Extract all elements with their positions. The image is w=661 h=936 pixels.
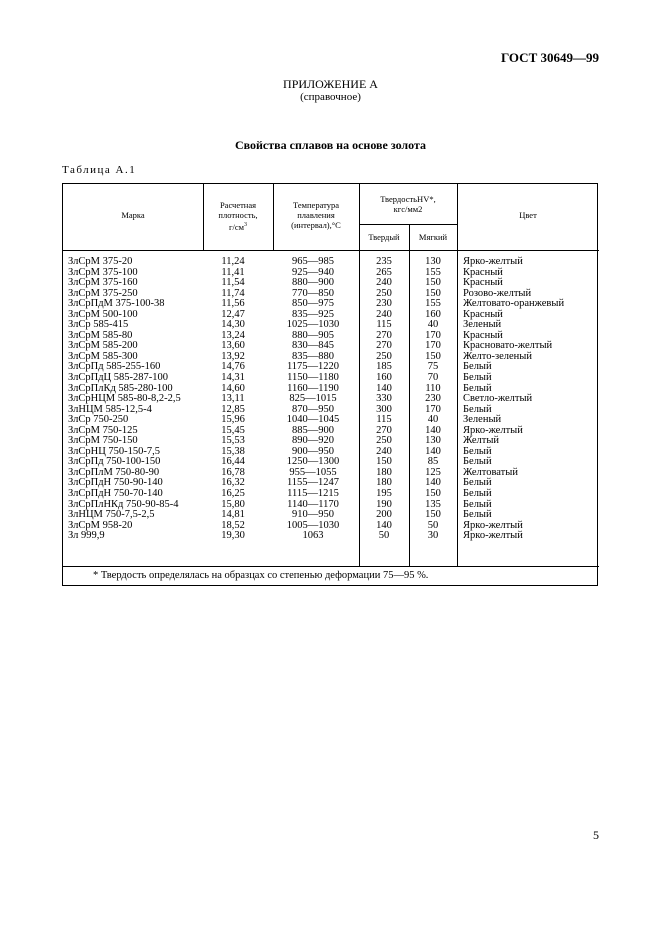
header-subdivider: [359, 224, 457, 225]
table-footnote: * Твердость определялась на образцах со степенью деформации 75—95 %.: [93, 570, 429, 581]
cell-color: Ярко-желтый: [463, 424, 523, 436]
cell-mark: ЗлСрПдЦ 585-287-100: [68, 372, 168, 384]
header-hard: Твердый: [368, 232, 400, 242]
cell-density: 12,85: [221, 403, 245, 415]
cell-hardness-soft: 150: [425, 488, 441, 500]
table-row: [63, 257, 599, 268]
cell-mark: ЗлНЦМ 585-12,5-4: [68, 403, 152, 415]
cell-hardness-hard: 115: [376, 414, 392, 426]
cell-hardness-hard: 270: [376, 329, 392, 341]
cell-density: 16,78: [221, 466, 245, 478]
cell-color: Красный: [463, 277, 503, 289]
cell-hardness-hard: 180: [376, 477, 392, 489]
cell-hardness-hard: 190: [376, 498, 392, 510]
cell-hardness-soft: 40: [427, 414, 439, 426]
cell-temperature: 850—975: [292, 298, 334, 310]
cell-density: 13,24: [221, 329, 245, 341]
cell-hardness-soft: 170: [425, 329, 441, 341]
header-bottom-line: [63, 250, 599, 251]
cell-temperature: 870—950: [292, 403, 334, 415]
header-temperature-line: (интервал),°С: [291, 220, 341, 230]
cell-mark: ЗлСрНЦ 750-150-7,5: [68, 445, 161, 457]
cell-hardness-soft: 125: [425, 466, 441, 478]
cell-mark: ЗлСр 750-250: [68, 414, 129, 426]
table-row: [63, 531, 599, 542]
cell-mark: ЗлСрМ 750-125: [68, 424, 138, 436]
cell-temperature: 1155—1247: [286, 477, 340, 489]
cell-density: 15,53: [221, 435, 245, 447]
cell-hardness-soft: 85: [427, 456, 439, 468]
cell-density: 11,41: [221, 266, 245, 278]
cell-hardness-soft: 30: [427, 530, 439, 542]
header-density-unit: $г/см^3$: [229, 221, 247, 232]
cell-color: Ярко-желтый: [463, 256, 523, 267]
cell-hardness-hard: 180: [376, 466, 392, 478]
cell-hardness-hard: 50: [378, 530, 390, 542]
cell-mark: ЗлСрМ 375-100: [68, 266, 138, 278]
header-temperature-line: Температура: [292, 200, 340, 210]
cell-density: 15,80: [221, 498, 245, 510]
cell-hardness-soft: 150: [425, 277, 441, 289]
cell-hardness-hard: 140: [376, 382, 392, 394]
cell-hardness-soft: 75: [427, 361, 439, 373]
cell-hardness-hard: 240: [376, 308, 392, 320]
cell-hardness-hard: 150: [376, 456, 392, 468]
cell-hardness-soft: 130: [425, 256, 441, 267]
header-mark: Марка: [121, 210, 145, 220]
cell-hardness-hard: 250: [376, 435, 392, 447]
cell-density: 15,45: [221, 424, 245, 436]
cell-mark: ЗлСрПлМ 750-80-90: [68, 466, 160, 478]
cell-hardness-hard: 250: [376, 287, 392, 299]
cell-temperature: 1005—1030: [286, 519, 340, 531]
cell-color: Белый: [463, 498, 492, 510]
cell-mark: ЗлСрПлКд 585-280-100: [68, 382, 173, 394]
cell-color: Желтый: [463, 435, 500, 447]
cell-color: Белый: [463, 488, 492, 500]
cell-density: 16,25: [221, 488, 245, 500]
cell-hardness-hard: 265: [376, 266, 392, 278]
appendix-title: ПРИЛОЖЕНИЕ А: [283, 77, 378, 91]
header-hardness-line: кгс/мм2: [393, 204, 423, 214]
table-row: [63, 489, 599, 500]
cell-color: Зеленый: [463, 319, 502, 331]
cell-color: Ярко-желтый: [463, 519, 523, 531]
table-body: [63, 257, 599, 542]
cell-temperature: 1175—1220: [286, 361, 340, 373]
cell-hardness-soft: 135: [425, 498, 441, 510]
cell-density: 14,30: [221, 319, 245, 331]
cell-density: 14,81: [221, 509, 245, 521]
cell-mark: ЗлСрПдН 750-70-140: [68, 488, 163, 500]
cell-density: 13,11: [221, 393, 245, 405]
cell-color: Белый: [463, 456, 492, 468]
cell-color: Белый: [463, 361, 492, 373]
cell-temperature: 1063: [302, 530, 324, 542]
cell-color: Белый: [463, 382, 492, 394]
cell-density: 11,56: [221, 298, 245, 310]
cell-color: Красный: [463, 308, 503, 320]
cell-color: Белый: [463, 477, 492, 489]
cell-hardness-hard: 230: [376, 298, 392, 310]
cell-color: Розово-желтый: [463, 287, 532, 299]
cell-mark: ЗлСрПдН 750-90-140: [68, 477, 163, 489]
cell-mark: ЗлСрМ 585-200: [68, 340, 138, 352]
cell-density: 11,54: [221, 277, 245, 289]
cell-hardness-hard: 115: [376, 319, 392, 331]
cell-temperature: 835—880: [292, 350, 334, 362]
cell-temperature: 925—940: [292, 266, 334, 278]
cell-density: 16,32: [221, 477, 245, 489]
cell-density: 14,76: [221, 361, 245, 373]
cell-temperature: 770—850: [292, 287, 334, 299]
cell-temperature: 900—950: [292, 445, 334, 457]
header-color: Цвет: [519, 210, 537, 220]
cell-hardness-hard: 330: [376, 393, 392, 405]
cell-hardness-soft: 150: [425, 350, 441, 362]
cell-mark: ЗлНЦМ 750-7,5-2,5: [68, 509, 155, 521]
cell-density: 14,31: [221, 372, 245, 384]
cell-mark: ЗлСрМ 375-250: [68, 287, 138, 299]
cell-temperature: 1040—1045: [286, 414, 340, 426]
cell-temperature: 1250—1300: [286, 456, 340, 468]
cell-color: Желтоватый: [463, 466, 518, 478]
cell-hardness-soft: 110: [425, 382, 441, 394]
cell-temperature: 830—845: [292, 340, 334, 352]
header-temperature: [273, 200, 359, 230]
cell-temperature: 910—950: [292, 509, 334, 521]
cell-temperature: 880—905: [292, 329, 334, 341]
header-hardness: [359, 194, 457, 214]
cell-hardness-soft: 140: [425, 477, 441, 489]
cell-color: Красный: [463, 266, 503, 278]
cell-mark: ЗлСрМ 375-160: [68, 277, 138, 289]
cell-mark: ЗлСрПдМ 375-100-38: [68, 298, 165, 310]
cell-hardness-hard: 240: [376, 277, 392, 289]
cell-density: 14,60: [221, 382, 245, 394]
cell-density: 13,60: [221, 340, 245, 352]
cell-density: 18,52: [221, 519, 245, 531]
cell-mark: ЗлСрПлНКд 750-90-85-4: [68, 498, 179, 510]
cell-temperature: 955—1055: [289, 466, 337, 478]
cell-mark: ЗлСрПд 585-255-160: [68, 361, 161, 373]
cell-color: Белый: [463, 509, 492, 521]
cell-color: Белый: [463, 403, 492, 415]
footnote-separator: [63, 566, 599, 567]
cell-hardness-soft: 155: [425, 266, 441, 278]
cell-mark: ЗлСрМ 375-20: [68, 256, 133, 267]
cell-hardness-hard: 185: [376, 361, 392, 373]
cell-mark: ЗлСр 585-415: [68, 319, 129, 331]
cell-temperature: 965—985: [292, 256, 334, 267]
cell-density: 12,47: [221, 308, 245, 320]
table-row: [63, 373, 599, 384]
cell-density: 15,38: [221, 445, 245, 457]
cell-hardness-soft: 150: [425, 287, 441, 299]
cell-hardness-hard: 300: [376, 403, 392, 415]
cell-mark: ЗлСрМ 585-300: [68, 350, 138, 362]
cell-hardness-hard: 270: [376, 424, 392, 436]
cell-temperature: 1150—1180: [287, 372, 339, 384]
cell-mark: ЗлСрМ 585-80: [68, 329, 133, 341]
cell-hardness-soft: 150: [425, 509, 441, 521]
cell-hardness-hard: 235: [376, 256, 392, 267]
cell-color: Красный: [463, 329, 503, 341]
cell-color: Желто-зеленый: [463, 350, 532, 362]
cell-color: Светло-желтый: [463, 393, 533, 405]
cell-hardness-hard: 270: [376, 340, 392, 352]
cell-temperature: 1140—1170: [287, 498, 339, 510]
cell-mark: ЗлСрПд 750-100-150: [68, 456, 161, 468]
cell-hardness-hard: 160: [376, 372, 392, 384]
cell-temperature: 825—1015: [289, 393, 337, 405]
cell-hardness-soft: 170: [425, 403, 441, 415]
cell-density: 11,24: [221, 256, 245, 267]
header-density-line: Расчетная: [219, 200, 257, 210]
cell-color: Красновато-желтый: [463, 340, 553, 352]
cell-density: 15,96: [221, 414, 245, 426]
cell-temperature: 885—900: [292, 424, 334, 436]
cell-density: 13,92: [221, 350, 245, 362]
appendix-heading: [0, 78, 661, 104]
cell-hardness-soft: 160: [425, 308, 441, 320]
cell-density: 19,30: [221, 530, 245, 542]
cell-temperature: 1160—1190: [287, 382, 339, 394]
cell-temperature: 1115—1215: [287, 488, 339, 500]
cell-hardness-soft: 230: [425, 393, 441, 405]
cell-mark: Зл 999,9: [68, 530, 105, 542]
header-density-line: плотность,: [218, 210, 258, 220]
cell-temperature: 890—920: [292, 435, 334, 447]
cell-color: Желтовато-оранжевый: [463, 298, 565, 310]
cell-color: Ярко-желтый: [463, 530, 523, 542]
page-number: 5: [593, 828, 599, 842]
cell-hardness-soft: 140: [425, 445, 441, 457]
cell-hardness-soft: 40: [427, 319, 439, 331]
cell-hardness-hard: 195: [376, 488, 392, 500]
cell-color: Белый: [463, 372, 492, 384]
cell-hardness-hard: 240: [376, 445, 392, 457]
cell-density: 16,44: [221, 456, 245, 468]
alloy-properties-table: [62, 183, 598, 586]
cell-mark: ЗлСрМ 500-100: [68, 308, 138, 320]
cell-hardness-soft: 130: [425, 435, 441, 447]
cell-mark: ЗлСрМ 750-150: [68, 435, 138, 447]
cell-mark: ЗлСрМ 958-20: [68, 519, 133, 531]
cell-density: 11,74: [221, 287, 245, 299]
header-temperature-line: плавления: [297, 210, 335, 220]
cell-temperature: 1025—1030: [286, 319, 340, 331]
appendix-subtitle: (справочное): [300, 91, 361, 103]
cell-hardness-soft: 155: [425, 298, 441, 310]
cell-color: Зеленый: [463, 414, 502, 426]
section-title: Свойства сплавов на основе золота: [234, 138, 427, 152]
cell-hardness-soft: 50: [427, 519, 439, 531]
cell-color: Белый: [463, 445, 492, 457]
cell-hardness-hard: 140: [376, 519, 392, 531]
document-code: ГОСТ 30649—99: [500, 50, 599, 65]
cell-temperature: 835—925: [292, 308, 334, 320]
cell-mark: ЗлСрНЦМ 585-80-8,2-2,5: [68, 393, 181, 405]
header-soft: Мягкий: [418, 232, 448, 242]
table-label: Таблица А.1: [62, 164, 137, 176]
cell-hardness-hard: 200: [376, 509, 392, 521]
header-density: [203, 200, 273, 232]
cell-hardness-soft: 70: [427, 372, 439, 384]
cell-temperature: 880—900: [292, 277, 334, 289]
cell-hardness-soft: 140: [425, 424, 441, 436]
cell-hardness-soft: 170: [425, 340, 441, 352]
cell-hardness-hard: 250: [376, 350, 392, 362]
header-hardness-line: ТвердостьHV*,: [380, 194, 436, 204]
